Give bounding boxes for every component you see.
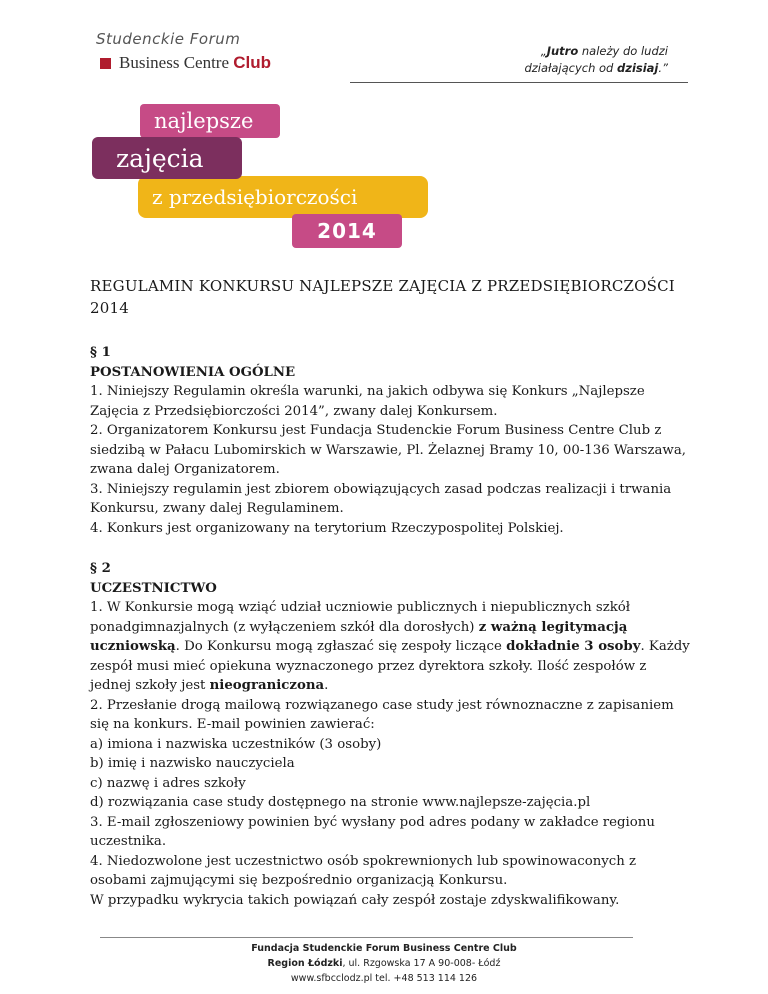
logo-script-text: Studenckie Forum [96,30,241,48]
item-emphasis: z ważną legitymacją uczniowską [90,619,628,654]
footer-contact: www.sfbcclodz.pl tel. +48 513 114 126 [290,973,478,984]
slogan-text-1: należy do ludzi [578,44,668,58]
section-2-item: 4. Niedozwolone jest uczestnictwo osób spokrewnionych lub spowinowaconych z osobami zajmującymi się bezpośrednio organizacją Konkursu. [90,853,637,888]
logo-square-icon [100,58,111,69]
banner-year: 2014 [292,214,402,248]
banner-line-zajecia: zajęcia [92,137,242,179]
slogan-word-jutro: Jutro [546,44,579,58]
section-2-item: W przypadku wykrycia takich powiązań cały zespół zostaje zdyskwalifikowany. [90,892,620,908]
section-2-item: 3. E-mail zgłoszeniowy powinien być wysłany pod adres podany w zakładce regionu uczestnika. [90,814,655,849]
item-emphasis: dokładnie 3 osoby [506,639,641,654]
logo-club: Club [233,53,272,72]
item-emphasis: nieograniczona [209,678,325,693]
section-2-item: 2. Przesłanie drogą mailową rozwiązanego case study jest równoznaczne z zapisaniem się na konkurs. E-mail powinien zawierać: [90,697,674,732]
section-1-item: 3. Niniejszy regulamin jest zbiorem obowiązujących zasad podczas realizacji i trwania Konkursu, zwany dalej Regulaminem. [90,481,672,516]
section-2-title: UCZESTNICTWO [90,580,217,596]
section-1-number: § 1 [90,345,111,360]
section-2-item: c) nazwę i adres szkoły [90,775,246,791]
section-1-item: 2. Organizatorem Konkursu jest Fundacja Studenckie Forum Business Centre Club z siedzibą w Pałacu Lubomirskich w Warszawie, Pl. Żelaznej Bramy 10, 00-136 Warszawa, zwana dalej Organizatorem. [90,423,686,477]
section-2-item: d) rozwiązania case study dostępnego na stronie www.najlepsze-zajęcia.pl [90,795,591,810]
item-text: . Do Konkursu mogą zgłaszać się zespoły liczące [175,639,507,654]
section-2-item: b) imię i nazwisko nauczyciela [90,756,295,771]
document-title: REGULAMIN KONKURSU NAJLEPSZE ZAJĘCIA Z PRZEDSIĘBIORCZOŚCI 2014 [90,277,675,317]
slogan-text-3: .” [658,61,668,75]
section-2 [90,559,690,910]
footer [0,941,768,986]
logo-text [119,53,271,73]
footer-divider [100,937,633,938]
item-text: 1. W Konkursie mogą wziąć udział uczniowie publicznych i niepublicznych szkół ponadgimnazjalnych (z wyłączeniem szkół dla dorosłych) [90,600,631,635]
footer-address [0,956,768,971]
slogan [368,43,668,77]
slogan-word-dzisiaj: dzisiaj [617,61,659,75]
section-1 [90,343,690,538]
item-text: . [324,678,329,693]
logo-main: Business Centre [119,53,234,72]
footer-region: Region Łódzki [267,958,343,969]
document-body [90,275,690,931]
section-2-number: § 2 [90,561,111,576]
header-divider [350,82,688,83]
section-2-item [90,598,690,696]
logo [100,53,271,73]
footer-street: , ul. Rzgowska 17 A 90-008- Łódź [342,958,501,969]
section-1-item: 4. Konkurs jest organizowany na terytorium Rzeczypospolitej Polskiej. [90,520,564,536]
section-1-title: POSTANOWIENIA OGÓLNE [90,364,296,380]
slogan-text-2: działających od [524,61,618,75]
footer-org-name: Fundacja Studenckie Forum Business Centre Club [251,943,517,954]
section-2-item: a) imiona i nazwiska uczestników (3 osoby) [90,736,382,752]
banner-line-najlepsze: najlepsze [140,104,280,138]
banner-line-przedsiebiorczosci: z przedsiębiorczości [138,176,428,218]
item-text: . Każdy zespół musi mieć opiekuna wyznaczonego przez dyrektora szkoły. Ilość zespołów z jednej szkoły jest [90,639,690,693]
section-1-item: 1. Niniejszy Regulamin określa warunki, na jakich odbywa się Konkurs „Najlepsze Zajęcia z Przedsiębiorczości 2014”, zwany dalej Konkursem. [90,384,645,419]
slogan-quote-open: „ [540,44,547,58]
